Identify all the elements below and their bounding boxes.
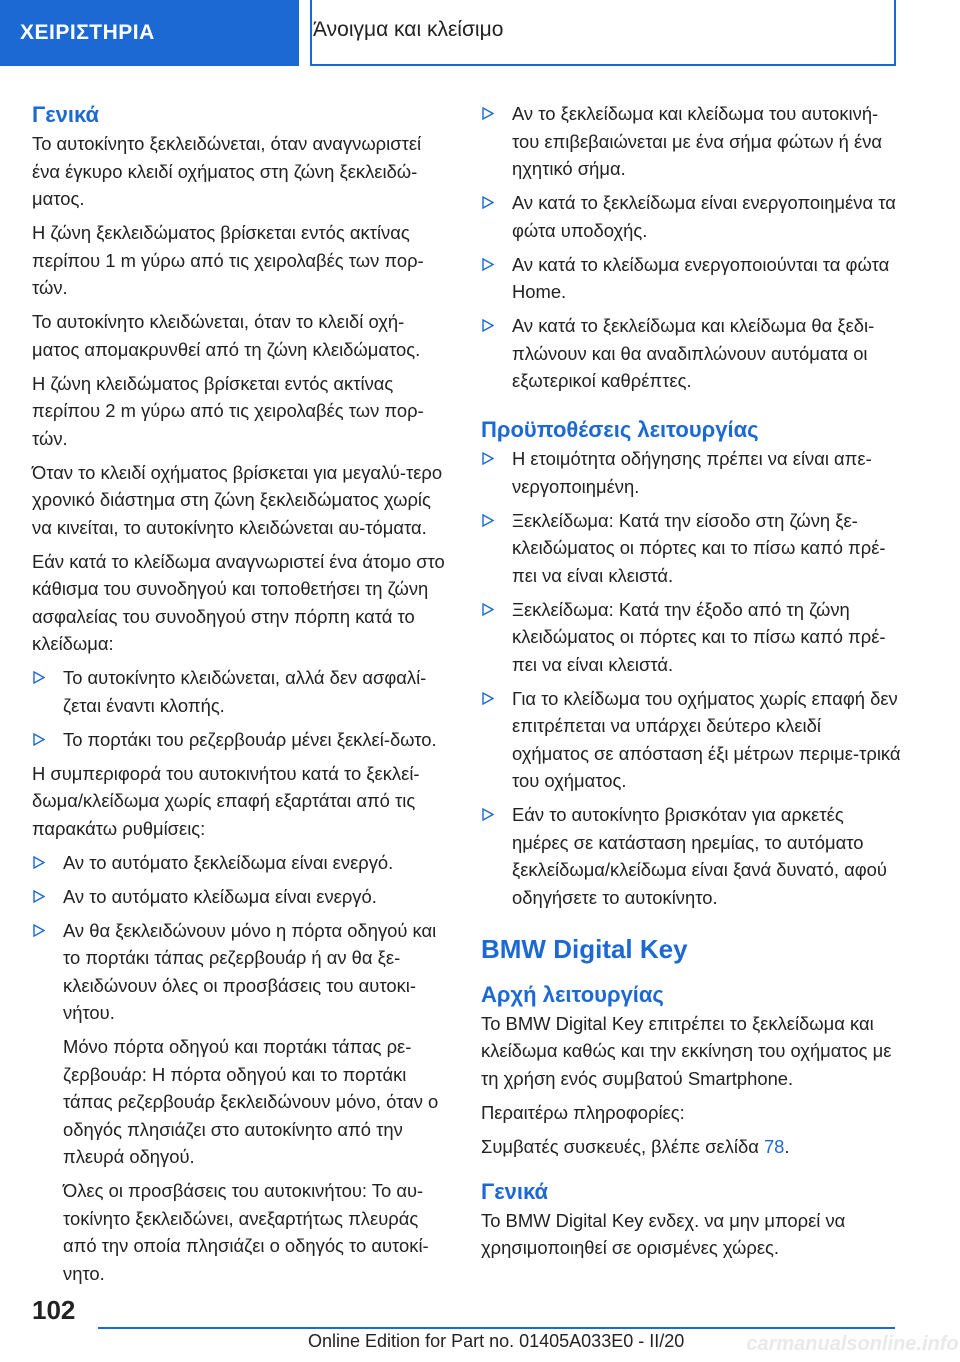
bullet-triangle-icon (33, 890, 45, 903)
list-item-text: Ξεκλείδωμα: Κατά την είσοδο στη ζώνη ξε‐κλειδώματος οι πόρτες και το πίσω καπό πρέ‐πει να είναι κλειστά. (512, 509, 886, 586)
spacer (481, 401, 901, 415)
list-item-text: Ξεκλείδωμα: Κατά την έξοδο από τη ζώνη κλειδώματος οι πόρτες και το πίσω καπό πρέ‐πει να είναι κλειστά. (512, 598, 886, 675)
list-item-text: Αν το ξεκλείδωμα και κλείδωμα του αυτοκινή‐του επιβεβαιώνεται με ένα σήμα φώτων ή ένα ηχητικό σήμα. (512, 103, 883, 179)
list-item (481, 685, 901, 795)
right-column (481, 100, 901, 1268)
bullet-triangle-icon (33, 671, 45, 684)
spacer (481, 1167, 901, 1177)
header-underline (310, 64, 895, 66)
section-tab (0, 0, 299, 66)
paragraph: Η συμπεριφορά του αυτοκινήτου κατά το ξεκλεί‐δωμα/κλείδωμα χωρίς επαφή εξαρτάται από τις παρακάτω ρυθμίσεις: (32, 762, 420, 839)
page-reference-link[interactable]: 78 (763, 1135, 785, 1157)
paragraph: Το αυτοκίνητο ξεκλειδώνεται, όταν αναγνωριστεί ένα έγκυρο κλειδί οχήματος στη ζώνη ξεκλειδώ‐ματος. (32, 133, 422, 209)
bullet-triangle-icon (482, 808, 494, 821)
list-item (481, 507, 901, 590)
bullet-triangle-icon (482, 692, 494, 705)
section-label: ΧΕΙΡΙΣΤΗΡΙΑ (20, 21, 155, 44)
list-item-text: Αν κατά το ξεκλείδωμα και κλείδωμα θα ξεδι‐πλώνουν και θα αναδιπλώνουν αυτόματα οι εξωτερικοί καθρέπτες. (512, 315, 875, 391)
header-divider (310, 0, 312, 66)
bullet-triangle-icon (482, 196, 494, 209)
list-item-text: Εάν το αυτοκίνητο βρισκόταν για αρκετές ημέρες σε κατάσταση ηρεμίας, το αυτόματο ξεκλείδωμα/κλείδωμα είναι ξανά δυνατό, αφού οδηγήσετε το αυτοκίνητο. (512, 804, 887, 908)
spacer (481, 918, 901, 932)
paragraph-text: Συμβατές συσκευές, βλέπε σελίδα (481, 1135, 764, 1157)
list-item-text: Αν κατά το κλείδωμα ενεργοποιούνται τα φώτα Home. (512, 253, 890, 302)
list-item-text: Το αυτοκίνητο κλειδώνεται, αλλά δεν ασφαλί‐ζεται έναντι κλοπής. (63, 667, 427, 716)
bullet-triangle-icon (482, 452, 494, 465)
bullet-triangle-icon (482, 319, 494, 332)
list-item-text: Αν το αυτόματο ξεκλείδωμα είναι ενεργό. (63, 851, 394, 873)
heading-general: Γενικά (481, 1178, 549, 1204)
heading-general: Γενικά (32, 102, 100, 127)
list-item (32, 849, 450, 877)
list-item (32, 664, 450, 719)
list-item-text: Αν θα ξεκλειδώνουν μόνο η πόρτα οδηγού και το πορτάκι τάπας ρεζερβουάρ ή αν θα ξε‐κλειδώνουν όλες οι προσβάσεις του αυτοκι‐νήτου. (63, 919, 437, 1023)
watermark-logo: carmanualsonline.info (746, 1333, 959, 1355)
list-item (481, 445, 901, 500)
list-item (481, 312, 901, 395)
list-item-text: Αν το αυτόματο κλείδωμα είναι ενεργό. (63, 885, 377, 907)
list-item (481, 189, 901, 244)
paragraph: Η ζώνη κλειδώματος βρίσκεται εντός ακτίνας περίπου 2 m γύρω από τις χειρολαβές των πορ‐τών. (32, 372, 424, 449)
left-column (32, 100, 450, 1294)
list-item-text: Για το κλείδωμα του οχήματος χωρίς επαφή δεν επιτρέπεται να υπάρχει δεύτερο κλειδί οχήματος σε απόσταση έξι μέτρων περιμε‐τρικά του οχήματος. (512, 687, 901, 791)
paragraph-end: . (784, 1135, 790, 1157)
heading-prerequisites: Προϋποθέσεις λειτουργίας (481, 417, 759, 442)
list-item (481, 100, 901, 183)
list-item (32, 726, 450, 754)
heading-principle: Αρχή λειτουργίας (481, 981, 664, 1007)
paragraph: Εάν κατά το κλείδωμα αναγνωριστεί ένα άτομο στο κάθισμα του συνοδηγού και τοποθετήσει τη ζώνη ασφαλείας του συνοδηγού στην πόρπη κατά το κλείδωμα: (32, 550, 445, 654)
list-item-continuation: Μόνο πόρτα οδηγού και πορτάκι τάπας ρε‐ζερβουάρ: Η πόρτα οδηγού και το πορτάκι τάπας ρεζερβουάρ ξεκλειδώνουν μόνο, όταν ο οδηγός πλησιάζει στο αυτοκίνητο από την πλευρά οδηγού. (63, 1036, 439, 1167)
paragraph: Όταν το κλειδί οχήματος βρίσκεται για μεγαλύ‐τερο χρονικό διάστημα στη ζώνη ξεκλειδώματος χωρίς να κινείται, το αυτοκίνητο κλειδώνεται αυ‐τόματα. (32, 461, 443, 538)
bullet-triangle-icon (482, 603, 494, 616)
heading-bmw-digital-key: BMW Digital Key (481, 933, 688, 964)
header-divider-right (894, 0, 896, 66)
list-item-text: Το πορτάκι του ρεζερβουάρ μένει ξεκλεί‐δωτο. (63, 728, 437, 750)
list-item-continuation: Όλες οι προσβάσεις του αυτοκινήτου: Το αυ‐τοκίνητο ξεκλειδώνει, ανεξαρτήτως πλευράς από την οποία πλησιάζει ο οδηγός το αυτοκί‐νητο. (63, 1180, 429, 1284)
paragraph-with-link (481, 1133, 901, 1161)
list-item (32, 917, 450, 1027)
bullet-triangle-icon (33, 924, 45, 937)
paragraph: Το αυτοκίνητο κλειδώνεται, όταν το κλειδί οχή‐ματος απομακρυνθεί από τη ζώνη κλειδώματος. (32, 311, 421, 360)
list-item (481, 801, 901, 911)
page-header (0, 0, 960, 66)
paragraph: Το BMW Digital Key ενδεχ. να μην μπορεί να χρησιμοποιηθεί σε ορισμένες χώρες. (481, 1209, 846, 1258)
paragraph: Το BMW Digital Key επιτρέπει το ξεκλείδωμα και κλείδωμα καθώς και την εκκίνηση του οχήματος με τη χρήση ενός συμβατού Smartphone. (481, 1012, 892, 1089)
list-item (481, 596, 901, 679)
bullet-triangle-icon (482, 514, 494, 527)
chapter-title: Άνοιγμα και κλείσιμο (313, 18, 504, 41)
edition-text: Online Edition for Part no. 01405A033E0 - II/20 (308, 1331, 685, 1351)
bullet-triangle-icon (482, 258, 494, 271)
list-item (481, 251, 901, 306)
paragraph: Η ζώνη ξεκλειδώματος βρίσκεται εντός ακτίνας περίπου 1 m γύρω από τις χειρολαβές των πορ‐τών. (32, 222, 424, 298)
paragraph: Περαιτέρω πληροφορίες: (481, 1101, 685, 1123)
list-item-text: Αν κατά το ξεκλείδωμα είναι ενεργοποιημένα τα φώτα υποδοχής. (512, 192, 896, 241)
bullet-triangle-icon (33, 856, 45, 869)
bullet-triangle-icon (482, 107, 494, 120)
bullet-triangle-icon (33, 733, 45, 746)
page-number: 102 (32, 1295, 76, 1325)
list-item-text: Η ετοιμότητα οδήγησης πρέπει να είναι απε‐νεργοποιημένη. (512, 448, 872, 497)
list-item (32, 883, 450, 911)
